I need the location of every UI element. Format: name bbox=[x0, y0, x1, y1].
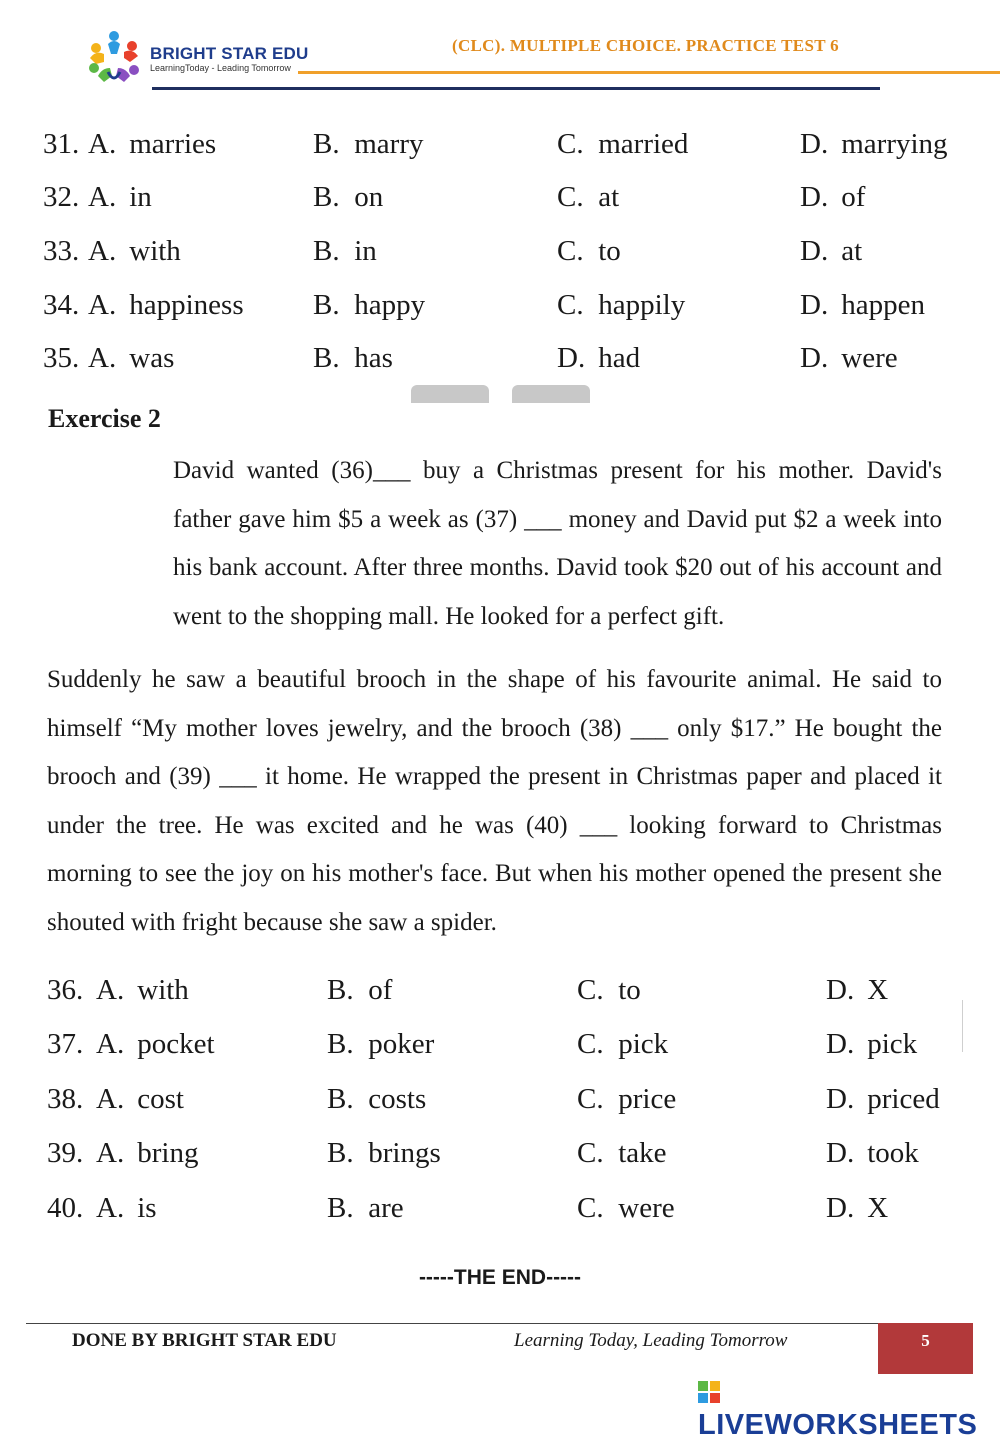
option-d[interactable]: D. of bbox=[800, 181, 866, 213]
liveworksheets-watermark bbox=[698, 1376, 1000, 1442]
option-d[interactable]: D. happen bbox=[800, 289, 925, 321]
option-a[interactable]: A. marries bbox=[88, 128, 217, 160]
question-row bbox=[0, 235, 1000, 275]
question-number: 35. bbox=[43, 342, 80, 374]
question-number: 39. bbox=[47, 1137, 84, 1169]
watermark-text: LIVEWORKSHEETS bbox=[698, 1409, 978, 1441]
option-b[interactable]: B. happy bbox=[313, 289, 426, 321]
option-d[interactable]: D. X bbox=[826, 974, 889, 1006]
option-b[interactable]: B. on bbox=[313, 181, 384, 213]
option-b[interactable]: B. costs bbox=[327, 1083, 427, 1115]
header-divider-navy bbox=[152, 87, 880, 90]
test-title: (CLC). MULTIPLE CHOICE. PRACTICE TEST 6 bbox=[452, 36, 839, 55]
brand-name: BRIGHT STAR EDU bbox=[150, 44, 309, 63]
option-a[interactable]: A. pocket bbox=[96, 1028, 215, 1060]
option-c[interactable]: C. to bbox=[557, 235, 621, 267]
option-c[interactable]: C. pick bbox=[577, 1028, 669, 1060]
question-row bbox=[0, 1192, 1000, 1232]
option-d[interactable]: D. X bbox=[826, 1192, 889, 1224]
option-d[interactable]: D. took bbox=[826, 1137, 919, 1169]
option-a[interactable]: A. in bbox=[88, 181, 152, 213]
option-c[interactable]: C. happily bbox=[557, 289, 686, 321]
footer-divider bbox=[26, 1323, 878, 1324]
option-c[interactable]: C. at bbox=[557, 181, 620, 213]
option-a[interactable]: A. with bbox=[96, 974, 189, 1006]
option-b[interactable]: B. of bbox=[327, 974, 393, 1006]
grey-tab-decoration bbox=[411, 385, 489, 403]
question-number: 31. bbox=[43, 128, 80, 160]
option-a[interactable]: A. happiness bbox=[88, 289, 244, 321]
option-b[interactable]: B. in bbox=[313, 235, 377, 267]
margin-mark bbox=[962, 1000, 963, 1052]
question-number: 40. bbox=[47, 1192, 84, 1224]
option-d[interactable]: D. were bbox=[800, 342, 898, 374]
option-c[interactable]: D. had bbox=[557, 342, 641, 374]
option-b[interactable]: B. marry bbox=[313, 128, 424, 160]
option-a[interactable]: A. cost bbox=[96, 1083, 184, 1115]
option-c[interactable]: C. price bbox=[577, 1083, 677, 1115]
question-row bbox=[0, 342, 1000, 382]
grey-tab-decoration bbox=[512, 385, 590, 403]
option-a[interactable]: A. bring bbox=[96, 1137, 199, 1169]
question-row bbox=[0, 289, 1000, 329]
option-c[interactable]: C. were bbox=[577, 1192, 675, 1224]
option-d[interactable]: D. at bbox=[800, 235, 863, 267]
option-c[interactable]: C. married bbox=[557, 128, 689, 160]
question-number: 38. bbox=[47, 1083, 84, 1115]
option-b[interactable]: B. poker bbox=[327, 1028, 435, 1060]
brand-tagline: LearningToday - Leading Tomorrow bbox=[150, 63, 291, 73]
option-c[interactable]: C. take bbox=[577, 1137, 667, 1169]
option-c[interactable]: C. to bbox=[577, 974, 641, 1006]
option-a[interactable]: A. with bbox=[88, 235, 181, 267]
end-marker: -----THE END----- bbox=[418, 1266, 582, 1289]
question-row bbox=[0, 181, 1000, 221]
option-d[interactable]: D. marrying bbox=[800, 128, 948, 160]
question-number: 34. bbox=[43, 289, 80, 321]
passage-paragraph-1: David wanted (36)___ buy a Christmas present for his mother. David's father gave him $5 a week as (37) ___ money and David put $2 a week into his bank account. After three months. David took $20 out of his account and went to the shopping mall. He looked for a perfect gift. bbox=[173, 457, 942, 630]
question-row bbox=[0, 1137, 1000, 1177]
option-b[interactable]: B. brings bbox=[327, 1137, 441, 1169]
header-divider-orange bbox=[298, 71, 1000, 74]
question-row bbox=[0, 1028, 1000, 1068]
question-row bbox=[0, 128, 1000, 168]
bright-star-logo-icon bbox=[84, 28, 144, 88]
option-b[interactable]: B. are bbox=[327, 1192, 404, 1224]
option-b[interactable]: B. has bbox=[313, 342, 393, 374]
question-number: 36. bbox=[47, 974, 84, 1006]
footer-slogan: Learning Today, Leading Tomorrow bbox=[514, 1330, 788, 1351]
question-number: 37. bbox=[47, 1028, 84, 1060]
option-d[interactable]: D. priced bbox=[826, 1083, 940, 1115]
page-number: 5 bbox=[878, 1323, 973, 1374]
question-row bbox=[0, 974, 1000, 1014]
question-number: 33. bbox=[43, 235, 80, 267]
liveworksheets-logo-icon bbox=[698, 1381, 720, 1403]
option-a[interactable]: A. is bbox=[96, 1192, 157, 1224]
question-row bbox=[0, 1083, 1000, 1123]
option-d[interactable]: D. pick bbox=[826, 1028, 918, 1060]
passage-paragraph-2: Suddenly he saw a beautiful brooch in the shape of his favourite animal. He said to himself “My mother loves jewelry, and the brooch (38) ___ only $17.” He bought the brooch and (39) ___ it home. He wrapped the present in Christmas paper and placed it under the tree. He was excited and he was (40) ___ looking forward to Christmas morning to see the joy on his mother's face. But when his mother opened the present she shouted with fright because she saw a spider. bbox=[47, 666, 942, 936]
exercise-title: Exercise 2 bbox=[48, 404, 161, 433]
question-number: 32. bbox=[43, 181, 80, 213]
option-a[interactable]: A. was bbox=[88, 342, 175, 374]
footer-credit: DONE BY BRIGHT STAR EDU bbox=[72, 1330, 337, 1351]
